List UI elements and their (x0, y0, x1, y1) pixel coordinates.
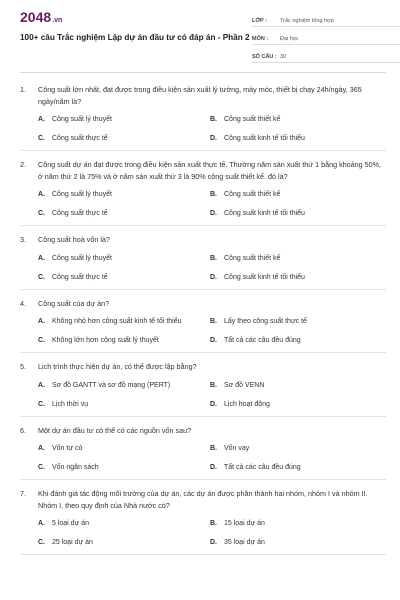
option-text: Lịch thời vụ (52, 400, 89, 408)
question-number: 4. (20, 298, 26, 308)
answer-option[interactable] (210, 519, 386, 529)
option-letter: A. (38, 191, 45, 198)
option-text: Tất cả các câu đều đúng (224, 464, 301, 471)
question-number: 5. (20, 362, 26, 371)
question-number: 1. (20, 85, 26, 94)
answer-option[interactable] (38, 538, 210, 548)
question-item (20, 226, 386, 290)
answer-option[interactable] (210, 444, 386, 454)
option-letter: A. (38, 445, 45, 452)
option-letter: A. (38, 520, 45, 527)
option-letter: A. (38, 254, 45, 262)
option-letter: D. (210, 400, 217, 408)
option-letter: B. (210, 254, 217, 262)
option-letter: B. (210, 116, 217, 123)
option-text: Công suất kinh tế tối thiểu (224, 135, 305, 142)
document-title: 100+ câu Trắc nghiệm Lập dự án đầu tư có đáp án - Phần 2 (20, 33, 250, 42)
answer-option[interactable] (210, 134, 386, 144)
option-text: Công suất thiết kế (224, 116, 281, 123)
question-number: 3. (20, 235, 26, 244)
answer-option[interactable] (38, 190, 210, 200)
answer-option[interactable] (38, 444, 210, 454)
question-text: Công suất dự án đạt được trong điều kiện sản xuất thực tế. Thường năm sản xuất thứ 1 bằng khoảng 50%, ở năm thứ 2 là 75% và ở năm sản xuất thứ 3 là 90% công suất thiết kế. đó là? (38, 160, 382, 181)
question-item (20, 353, 386, 417)
question-item (20, 480, 386, 555)
option-letter: C. (38, 273, 45, 281)
question-item (20, 76, 386, 151)
option-letter: C. (38, 210, 45, 217)
option-text: Lấy theo công suất thực tế (224, 318, 307, 325)
answer-option[interactable] (38, 115, 210, 125)
answer-option[interactable] (210, 190, 386, 200)
option-text: Công suất thiết kế (224, 254, 281, 262)
question-header (20, 488, 386, 511)
option-text: Công suất lý thuyết (52, 116, 112, 123)
question-item (20, 417, 386, 481)
answer-options (38, 519, 386, 548)
question-item (20, 290, 386, 354)
option-letter: D. (210, 539, 217, 546)
answer-option[interactable] (38, 463, 210, 473)
question-list (20, 76, 386, 555)
option-text: Công suất thiết kế (224, 191, 281, 198)
option-letter: C. (38, 135, 45, 142)
answer-option[interactable] (210, 209, 386, 219)
answer-option[interactable] (38, 336, 210, 346)
answer-options (38, 317, 386, 346)
answer-options (38, 444, 386, 473)
answer-option[interactable] (210, 115, 386, 125)
meta-value: 30 (280, 54, 287, 60)
option-letter: D. (210, 337, 217, 344)
option-text: Không nhỏ hơn công suất kinh tế tối thiểu (52, 318, 182, 325)
option-text: Không lớn hơn công suất lý thuyết (52, 337, 159, 344)
option-letter: B. (210, 520, 217, 527)
option-text: Vốn ngân sách (52, 464, 99, 471)
document-header (20, 0, 386, 73)
answer-option[interactable] (210, 273, 386, 283)
option-text: Công suất thực tế (52, 210, 108, 217)
option-text: Công suất lý thuyết (52, 191, 112, 198)
meta-value: Đại học (280, 36, 299, 42)
option-text: Lịch hoạt động (224, 400, 270, 408)
question-number: 6. (20, 425, 26, 435)
logo-main: 2048 (20, 9, 52, 25)
option-text: Tất cả các câu đều đúng (224, 337, 301, 344)
option-letter: C. (38, 337, 45, 344)
question-text: Công suất của dự án? (38, 298, 110, 308)
answer-option[interactable] (210, 538, 386, 548)
option-letter: B. (210, 318, 217, 325)
option-letter: B. (210, 445, 217, 452)
option-letter: B. (210, 191, 217, 198)
meta-label: SỐ CÂU : (252, 54, 277, 60)
answer-option[interactable] (210, 381, 386, 391)
meta-label: MÔN : (252, 36, 269, 42)
option-letter: C. (38, 464, 45, 471)
option-text: Công suất thực tế (52, 273, 108, 281)
option-letter: A. (38, 318, 45, 325)
answer-options (38, 254, 386, 283)
option-text: Sơ đồ GANTT và sơ đồ mạng (PERT) (52, 381, 171, 389)
answer-option[interactable] (210, 400, 386, 410)
option-letter: D. (210, 273, 217, 281)
meta-row-class (252, 12, 400, 27)
question-header (20, 234, 386, 246)
answer-option[interactable] (38, 519, 210, 529)
option-letter: A. (38, 116, 45, 123)
question-number: 7. (20, 489, 26, 498)
option-letter: C. (38, 400, 45, 408)
meta-row-count (252, 48, 400, 63)
option-letter: D. (210, 464, 217, 471)
question-number: 2. (20, 160, 26, 169)
question-item (20, 151, 386, 226)
option-letter: B. (210, 381, 217, 389)
option-text: 5 loại dự án (52, 520, 89, 527)
answer-options (38, 190, 386, 219)
question-header (20, 159, 386, 182)
option-letter: D. (210, 210, 217, 217)
option-text: Công suất lý thuyết (52, 254, 112, 262)
answer-option[interactable] (210, 463, 386, 473)
option-text: Công suất kinh tế tối thiểu (224, 210, 305, 217)
option-text: Vốn vay (224, 445, 250, 452)
option-text: 15 loại dự án (224, 520, 265, 527)
question-text: Một dự án đầu tư có thể có các nguồn vốn sau? (38, 425, 192, 435)
option-text: Công suất kinh tế tối thiểu (224, 273, 305, 281)
option-letter: A. (38, 381, 45, 389)
answer-options (38, 115, 386, 144)
question-header (20, 84, 386, 107)
option-letter: D. (210, 135, 217, 142)
answer-option[interactable] (210, 317, 386, 327)
question-header (20, 298, 386, 310)
question-header (20, 425, 386, 437)
option-text: Sơ đồ VENN (224, 381, 265, 389)
answer-option[interactable] (210, 336, 386, 346)
option-text: Công suất thực tế (52, 135, 108, 142)
answer-option[interactable] (210, 254, 386, 264)
answer-options (38, 381, 386, 410)
site-logo[interactable] (20, 9, 62, 25)
option-text: Vốn tự có (52, 445, 83, 452)
question-text: Lịch trình thực hiện dự án, có thể được lập bằng? (38, 362, 197, 371)
logo-suffix: .vn (52, 17, 63, 24)
answer-option[interactable] (38, 209, 210, 219)
option-text: 25 loại dự án (52, 539, 93, 546)
document-meta (252, 12, 400, 66)
option-text: 35 loại dự án (224, 539, 265, 546)
answer-option[interactable] (38, 317, 210, 327)
answer-option[interactable] (38, 400, 210, 410)
meta-value: Trắc nghiệm tổng hợp (280, 18, 334, 24)
meta-row-subject (252, 30, 400, 45)
option-letter: C. (38, 539, 45, 546)
question-header (20, 361, 386, 373)
answer-option[interactable] (38, 254, 210, 264)
meta-label: LỚP : (252, 18, 267, 24)
answer-option[interactable] (38, 134, 210, 144)
answer-option[interactable] (38, 273, 210, 283)
question-text: Khi đánh giá tác động môi trường của dự án, các dự án được phân thành hai nhóm, nhóm I và nhóm II. Nhóm I, theo quy định của Nhà nước có? (38, 489, 368, 510)
question-text: Công suất hoà vốn là? (38, 235, 110, 244)
question-text: Công suất lớn nhất, đạt được trong điều kiện sản xuất lý tưởng, máy móc, thiết bị chạy 24h/ngày, 365 ngày/năm là? (38, 85, 362, 106)
answer-option[interactable] (38, 381, 210, 391)
